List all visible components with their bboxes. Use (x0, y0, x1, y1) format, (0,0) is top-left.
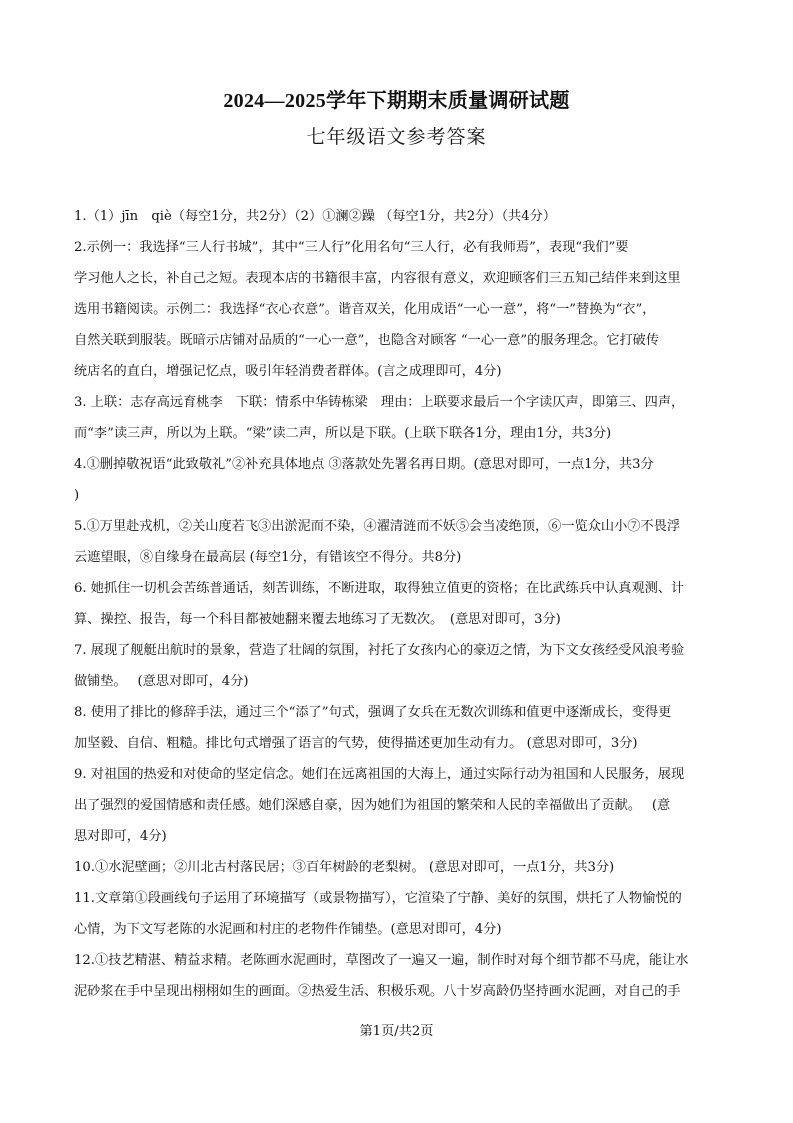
answer-8 (74, 697, 722, 759)
answer-11 (74, 883, 722, 945)
answer-line: 统店名的直白，增强记忆点，吸引年轻消费者群体。(言之成理即可，4分) (74, 364, 502, 379)
answer-line: 心情，为下文写老陈的水泥画和村庄的老物件作铺垫。(意思对即可，4分) (74, 922, 502, 937)
answer-line: 学习他人之长，补自己之短。表现本店的书籍很丰富，内容很有意义，欢迎顾客们三五知己结伴来到这里 (74, 271, 681, 286)
answer-4 (74, 449, 722, 511)
answer-line: 8. 使用了排比的修辞手法，通过三个“添了”句式，强调了女兵在无数次训练和值更中逐渐成长，变得更 (74, 705, 672, 720)
answer-line: 3. 上联：志存高远育桃李 下联：情系中华铸栋梁 理由：上联要求最后一个字读仄声，即第三、四声， (74, 395, 685, 410)
answer-list (74, 201, 722, 1007)
answer-line: 云遮望眼，⑧自缘身在最高层 (每空1分，有错该空不得分。共8分) (74, 550, 462, 565)
answer-line: 选用书籍阅读。示例二：我选择“衣心衣意”。谐音双关，化用成语“一心一意”，将“一”替换为“衣”， (74, 302, 656, 317)
document-subtitle: 七年级语文参考答案 (306, 127, 487, 148)
answer-10 (74, 852, 722, 883)
answer-line: 9. 对祖国的热爱和对使命的坚定信念。她们在远离祖国的大海上，通过实际行动为祖国和人民服务，展现 (74, 767, 685, 782)
answer-line: ) (74, 488, 80, 503)
answer-line: 4.①删掉敬祝语“此致敬礼”②补充具体地点 ③落款处先署名再日期。(意思对即可，一点1分，共3分 (74, 457, 654, 472)
answer-line: 加坚毅、自信、粗糙。排比句式增强了语言的气势，使得描述更加生动有力。 (意思对即可，3分) (74, 736, 638, 751)
answer-line: 5.①万里赴戎机，②关山度若飞③出淤泥而不染，④濯清涟而不妖⑤会当凌绝顶，⑥一览众山小⑦不畏浮 (74, 519, 681, 534)
answer-5 (74, 511, 722, 573)
answer-6 (74, 573, 722, 635)
answer-2 (74, 232, 722, 387)
answer-7 (74, 635, 722, 697)
answer-1 (74, 201, 722, 232)
answer-line: 2.示例一：我选择“三人行书城”，其中“三人行”化用名句“三人行，必有我师焉”，表现“我们”要 (74, 240, 629, 255)
page-number: 第1页/共2页 (359, 1024, 434, 1039)
document-title: 2024—2025学年下期期末质量调研试题 (223, 90, 570, 112)
answer-line: 做铺垫。 (意思对即可，4分) (74, 674, 249, 689)
answer-line: 出了强烈的爱国情感和责任感。她们深感自豪，因为她们为祖国的繁荣和人民的幸福做出了贡献。 (意 (74, 798, 671, 813)
answer-line: 1.（1）jīn qiè（每空1分，共2分）（2）①澜②躁 （每空1分，共2分）（共4分） (74, 209, 557, 224)
answer-3 (74, 387, 722, 449)
answer-12 (74, 945, 722, 1007)
answer-line: 12.①技艺精湛、精益求精。老陈画水泥画时，草图改了一遍又一遍，制作时对每个细节都不马虎，能让水 (74, 953, 689, 968)
answer-line: 泥砂浆在手中呈现出栩栩如生的画面。②热爱生活、积极乐观。八十岁高龄仍坚持画水泥画，对自己的手 (74, 984, 681, 999)
answer-line: 6. 她抓住一切机会苦练普通话，刻苦训练，不断进取，取得独立值更的资格；在比武练兵中认真观测、计 (74, 581, 685, 596)
answer-line: 7. 展现了舰艇出航时的景象，营造了壮阔的氛围，衬托了女孩内心的豪迈之情，为下文女孩经受风浪考验 (74, 643, 685, 658)
answer-9 (74, 759, 722, 852)
answer-line: 10.①水泥壁画；②川北古村落民居；③百年树龄的老梨树。 (意思对即可，一点1分，共3分) (74, 860, 615, 875)
answer-line: 11.文章第①段画线句子运用了环境描写（或景物描写），它渲染了宁静、美好的氛围，烘托了人物愉悦的 (74, 891, 682, 906)
answer-line: 自然关联到服装。既暗示店铺对品质的“一心一意”，也隐含对顾客 “一心一意”的服务理念。它打破传 (74, 333, 660, 348)
answer-line: 而“李”读三声，所以为上联。“梁”读二声，所以是下联。(上联下联各1分，理由1分，共3分) (74, 426, 612, 441)
answer-line: 思对即可，4分) (74, 829, 167, 844)
answer-line: 算、操控、报告，每一个科目都被她翻来覆去地练习了无数次。 (意思对即可，3分) (74, 612, 561, 627)
